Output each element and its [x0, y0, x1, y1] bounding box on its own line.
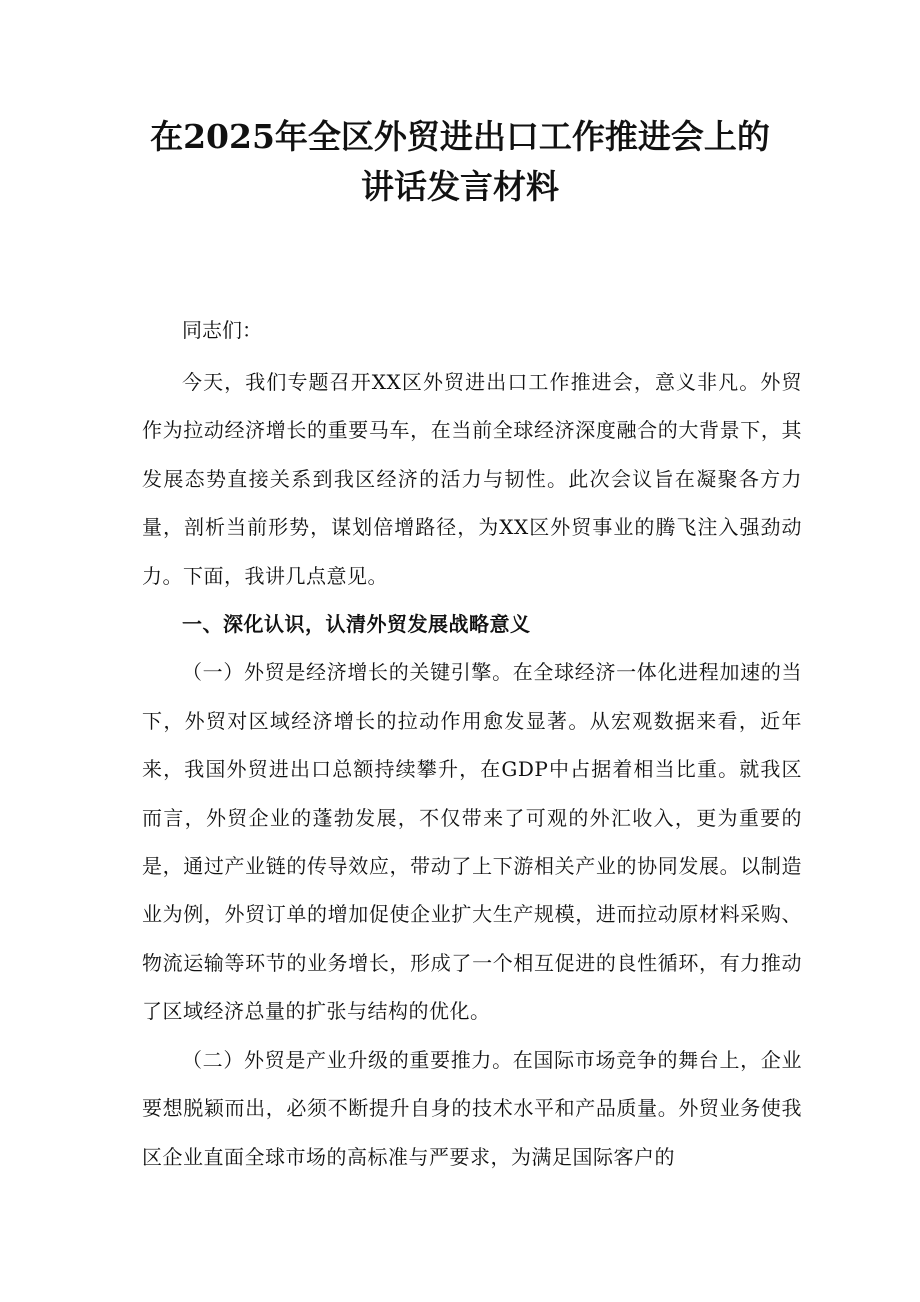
document-title-line-2: 讲话发言材料 [361, 167, 559, 206]
document-body [142, 358, 802, 1181]
section-heading: 一、深化认识，认清外贸发展战略意义 [182, 612, 531, 637]
greeting: 同志们： [182, 318, 262, 342]
paragraph-intro: 今天，我们专题召开XX区外贸进出口工作推进会，意义非凡。外贸作为拉动经济增长的重要马车，在当前全球经济深度融合的大背景下，其发展态势直接关系到我区经济的活力与韧性。此次会议旨在凝聚各方力量，剖析当前形势，谋划倍增路径，为XX区外贸事业的腾飞注入强劲动力。下面，我讲几点意见。 [142, 370, 802, 588]
paragraph-point-2: （二）外贸是产业升级的重要推力。在国际市场竞争的舞台上，企业要想脱颖而出，必须不断提升自身的技术水平和产品质量。外贸业务使我区企业直面全球市场的高标准与严要求，为满足国际客户的 [142, 1047, 802, 1169]
paragraph-point-1: （一）外贸是经济增长的关键引擎。在全球经济一体化进程加速的当下，外贸对区域经济增长的拉动作用愈发显著。从宏观数据来看，近年来，我国外贸进出口总额持续攀升，在GDP中占据着相当比重。就我区而言，外贸企业的蓬勃发展，不仅带来了可观的外汇收入，更为重要的是，通过产业链的传导效应，带动了上下游相关产业的协同发展。以制造业为例，外贸订单的增加促使企业扩大生产规模，进而拉动原材料采购、物流运输等环节的业务增长，形成了一个相互促进的良性循环，有力推动了区域经济总量的扩张与结构的优化。 [142, 660, 802, 1024]
document-title-line-1: 在2025年全区外贸进出口工作推进会上的 [150, 117, 770, 156]
